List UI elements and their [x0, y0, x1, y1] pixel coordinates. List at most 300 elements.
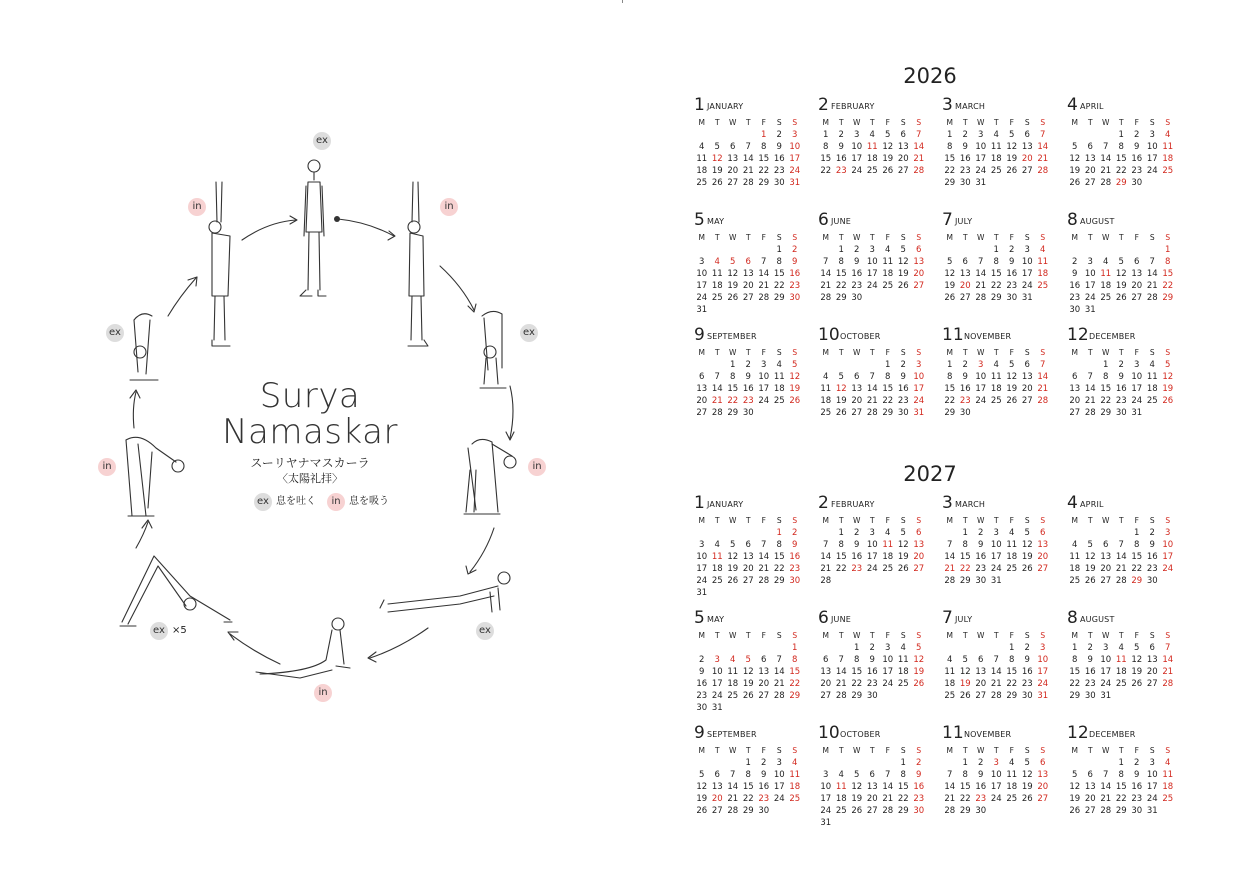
day-cell: 22	[835, 564, 847, 574]
day-cell: 15	[773, 552, 785, 562]
day-cell: 28	[835, 691, 847, 701]
month-december	[1067, 326, 1179, 419]
day-cell: 4	[993, 360, 999, 370]
empty-cell	[1067, 129, 1083, 141]
weekday-label: T	[838, 631, 844, 640]
day-cell: 3	[1149, 758, 1155, 768]
day-cell: 15	[1115, 154, 1127, 164]
day-cell: 1	[792, 643, 798, 653]
day-cell: 17	[1146, 154, 1158, 164]
day-cell: 8	[1118, 770, 1124, 780]
day-cell: 20	[711, 794, 723, 804]
month-number: 12	[1067, 325, 1089, 345]
month-grid	[694, 232, 806, 316]
month-may	[694, 609, 806, 714]
day-cell: 9	[792, 257, 798, 267]
day-cell: 16	[975, 552, 987, 562]
day-cell: 22	[835, 281, 847, 291]
weekday-label: S	[1149, 746, 1155, 755]
month-grid	[1067, 745, 1179, 817]
day-cell: 17	[1162, 552, 1174, 562]
day-cell: 24	[1146, 794, 1158, 804]
weekday-label: W	[1102, 746, 1110, 755]
day-cell: 24	[789, 166, 801, 176]
day-cell: 22	[1115, 794, 1127, 804]
day-cell: 7	[1118, 540, 1124, 550]
day-cell: 28	[820, 293, 832, 303]
empty-cell	[1098, 527, 1114, 539]
weekday-label: S	[1040, 118, 1046, 127]
day-cell: 1	[854, 643, 860, 653]
day-cell: 10	[1021, 257, 1033, 267]
day-cell: 13	[1021, 372, 1033, 382]
weekday-label: M	[822, 631, 829, 640]
day-cell: 30	[789, 293, 801, 303]
day-cell: 2	[838, 130, 844, 140]
empty-cell	[725, 642, 741, 654]
empty-cell	[973, 642, 989, 654]
day-cell: 27	[1021, 166, 1033, 176]
day-cell: 23	[975, 794, 987, 804]
day-cell: 7	[714, 372, 720, 382]
day-cell: 12	[1084, 552, 1096, 562]
day-cell: 2	[1118, 360, 1124, 370]
day-cell: 28	[820, 576, 832, 586]
weekday-label: S	[1040, 516, 1046, 525]
day-cell: 29	[1115, 178, 1127, 188]
day-cell: 26	[851, 806, 863, 816]
pose-plank	[380, 572, 510, 612]
day-cell: 19	[727, 564, 739, 574]
day-cell: 9	[776, 142, 782, 152]
day-cell: 24	[1146, 166, 1158, 176]
day-cell: 26	[1084, 576, 1096, 586]
day-cell: 19	[1162, 384, 1174, 394]
empty-cell	[958, 642, 974, 654]
day-cell: 7	[1087, 372, 1093, 382]
day-cell: 10	[1162, 540, 1174, 550]
day-cell: 13	[975, 667, 987, 677]
weekday-label: S	[1149, 118, 1155, 127]
day-cell: 20	[1131, 281, 1143, 291]
day-cell: 4	[1040, 245, 1046, 255]
day-cell: 21	[944, 794, 956, 804]
empty-cell	[725, 244, 741, 256]
day-cell: 18	[1162, 782, 1174, 792]
empty-cell	[818, 642, 834, 654]
day-cell: 28	[773, 691, 785, 701]
empty-cell	[1098, 757, 1114, 769]
month-number: 7	[942, 210, 953, 230]
day-cell: 17	[1037, 667, 1049, 677]
day-cell: 18	[696, 166, 708, 176]
day-cell: 18	[1146, 384, 1158, 394]
day-cell: 17	[851, 154, 863, 164]
day-cell: 11	[944, 667, 956, 677]
month-grid	[694, 745, 806, 817]
day-cell: 12	[1069, 782, 1081, 792]
day-cell: 5	[962, 655, 968, 665]
day-cell: 4	[1149, 360, 1155, 370]
month-name: JULY	[955, 615, 973, 624]
weekday-label: S	[1149, 233, 1155, 242]
day-cell: 11	[820, 384, 832, 394]
day-cell: 11	[866, 142, 878, 152]
weekday-label: T	[869, 516, 875, 525]
day-cell: 13	[727, 154, 739, 164]
weekday-label: F	[761, 233, 766, 242]
day-cell: 10	[882, 655, 894, 665]
day-cell: 1	[838, 528, 844, 538]
day-cell: 11	[1006, 540, 1018, 550]
day-cell: 8	[900, 770, 906, 780]
month-grid	[818, 347, 930, 419]
weekday-label: W	[853, 516, 861, 525]
empty-cell	[756, 642, 772, 654]
day-cell: 12	[882, 142, 894, 152]
day-cell: 22	[959, 564, 971, 574]
day-cell: 28	[944, 806, 956, 816]
month-november	[942, 326, 1054, 419]
day-cell: 22	[742, 794, 754, 804]
month-june	[818, 609, 930, 702]
day-cell: 3	[1087, 257, 1093, 267]
day-cell: 4	[776, 360, 782, 370]
day-cell: 22	[1162, 281, 1174, 291]
weekday-label: F	[761, 118, 766, 127]
weekday-label: F	[761, 746, 766, 755]
weekday-label: T	[714, 348, 720, 357]
day-cell: 30	[1069, 305, 1081, 315]
day-cell: 12	[1131, 655, 1143, 665]
day-cell: 27	[727, 178, 739, 188]
day-cell: 6	[1024, 130, 1030, 140]
day-cell: 12	[1006, 372, 1018, 382]
weekday-label: T	[745, 516, 751, 525]
day-cell: 15	[1006, 667, 1018, 677]
day-cell: 2	[854, 528, 860, 538]
day-cell: 3	[993, 528, 999, 538]
weekday-label: S	[900, 233, 906, 242]
day-cell: 12	[851, 782, 863, 792]
month-grid	[942, 347, 1054, 419]
day-cell: 17	[1084, 281, 1096, 291]
empty-cell	[958, 244, 974, 256]
day-cell: 8	[1072, 655, 1078, 665]
day-cell: 13	[1069, 384, 1081, 394]
day-cell: 11	[727, 667, 739, 677]
weekday-label: S	[792, 746, 798, 755]
weekday-label: W	[977, 516, 985, 525]
empty-cell	[865, 359, 881, 371]
day-cell: 26	[1006, 396, 1018, 406]
day-cell: 14	[1115, 552, 1127, 562]
weekday-label: S	[1024, 631, 1030, 640]
day-cell: 12	[727, 552, 739, 562]
day-cell: 10	[913, 372, 925, 382]
day-cell: 18	[1006, 552, 1018, 562]
day-cell: 9	[1024, 655, 1030, 665]
month-grid	[694, 630, 806, 714]
day-cell: 13	[711, 782, 723, 792]
day-cell: 25	[990, 396, 1002, 406]
weekday-label: F	[761, 631, 766, 640]
day-cell: 22	[1131, 564, 1143, 574]
day-cell: 31	[1100, 691, 1112, 701]
day-cell: 23	[866, 679, 878, 689]
weekday-label: M	[822, 746, 829, 755]
month-november	[942, 724, 1054, 817]
day-cell: 30	[975, 576, 987, 586]
day-cell: 20	[820, 679, 832, 689]
weekday-label: S	[1024, 746, 1030, 755]
day-cell: 20	[959, 281, 971, 291]
day-cell: 16	[913, 782, 925, 792]
month-name: NOVEMBER	[964, 332, 1012, 341]
empty-cell	[865, 757, 881, 769]
weekday-label: S	[1165, 746, 1171, 755]
day-cell: 24	[866, 281, 878, 291]
empty-cell	[849, 359, 865, 371]
day-cell: 24	[696, 293, 708, 303]
day-cell: 3	[823, 770, 829, 780]
day-cell: 10	[1146, 142, 1158, 152]
weekday-label: T	[745, 118, 751, 127]
day-cell: 26	[789, 396, 801, 406]
month-grid	[942, 117, 1054, 189]
weekday-label: T	[838, 118, 844, 127]
day-cell: 17	[913, 384, 925, 394]
day-cell: 12	[789, 372, 801, 382]
day-cell: 14	[820, 552, 832, 562]
day-cell: 11	[1069, 552, 1081, 562]
weekday-label: F	[1134, 348, 1139, 357]
day-cell: 7	[869, 372, 875, 382]
day-cell: 22	[773, 281, 785, 291]
pose-arms-up-left	[209, 182, 230, 346]
day-cell: 20	[727, 166, 739, 176]
day-cell: 26	[1021, 794, 1033, 804]
day-cell: 6	[978, 655, 984, 665]
day-cell: 27	[1084, 178, 1096, 188]
day-cell: 1	[1118, 758, 1124, 768]
weekday-label: T	[962, 631, 968, 640]
month-number: 1	[694, 95, 705, 115]
day-cell: 9	[962, 142, 968, 152]
day-cell: 28	[758, 576, 770, 586]
day-cell: 26	[711, 178, 723, 188]
month-september	[694, 724, 806, 817]
day-cell: 15	[773, 269, 785, 279]
day-cell: 14	[944, 552, 956, 562]
month-grid	[818, 630, 930, 702]
day-cell: 18	[727, 679, 739, 689]
month-number: 6	[818, 210, 829, 230]
day-cell: 30	[789, 576, 801, 586]
month-grid	[818, 745, 930, 829]
day-cell: 12	[742, 667, 754, 677]
repeat-note: ×5	[172, 625, 187, 636]
month-march	[942, 494, 1054, 587]
day-cell: 28	[1084, 408, 1096, 418]
empty-cell	[741, 129, 757, 141]
breath-badge-in: in	[314, 684, 332, 702]
weekday-label: M	[1071, 118, 1078, 127]
day-cell: 13	[1084, 782, 1096, 792]
day-cell: 19	[727, 281, 739, 291]
day-cell: 20	[897, 154, 909, 164]
weekday-label: S	[792, 348, 798, 357]
day-cell: 30	[851, 293, 863, 303]
month-grid	[942, 745, 1054, 817]
day-cell: 18	[773, 384, 785, 394]
day-cell: 11	[990, 142, 1002, 152]
day-cell: 27	[851, 408, 863, 418]
day-cell: 18	[835, 794, 847, 804]
weekday-label: T	[962, 746, 968, 755]
weekday-label: W	[853, 631, 861, 640]
day-cell: 4	[699, 142, 705, 152]
day-cell: 31	[975, 178, 987, 188]
day-cell: 22	[820, 166, 832, 176]
day-cell: 7	[947, 770, 953, 780]
day-cell: 14	[866, 384, 878, 394]
day-cell: 23	[773, 166, 785, 176]
day-cell: 1	[776, 528, 782, 538]
day-cell: 18	[789, 782, 801, 792]
day-cell: 26	[696, 806, 708, 816]
day-cell: 20	[851, 396, 863, 406]
month-february	[818, 494, 930, 587]
weekday-label: M	[946, 118, 953, 127]
day-cell: 5	[1009, 360, 1015, 370]
weekday-label: M	[698, 118, 705, 127]
day-cell: 7	[761, 257, 767, 267]
day-cell: 5	[714, 142, 720, 152]
day-cell: 27	[1021, 396, 1033, 406]
empty-cell	[694, 359, 710, 371]
day-cell: 8	[962, 540, 968, 550]
day-cell: 11	[773, 372, 785, 382]
breath-badge-ex: ex	[150, 622, 168, 640]
month-name: JANUARY	[707, 500, 744, 509]
day-cell: 24	[990, 564, 1002, 574]
month-march	[942, 96, 1054, 189]
day-cell: 16	[835, 154, 847, 164]
weekday-label: F	[1134, 746, 1139, 755]
empty-cell	[834, 359, 850, 371]
day-cell: 11	[882, 257, 894, 267]
day-cell: 8	[962, 770, 968, 780]
weekday-label: M	[1071, 516, 1078, 525]
day-cell: 5	[730, 540, 736, 550]
day-cell: 19	[789, 384, 801, 394]
day-cell: 11	[1162, 142, 1174, 152]
day-cell: 17	[820, 794, 832, 804]
day-cell: 27	[1069, 408, 1081, 418]
day-cell: 17	[866, 552, 878, 562]
day-cell: 17	[866, 269, 878, 279]
day-cell: 2	[1134, 130, 1140, 140]
day-cell: 16	[1131, 782, 1143, 792]
day-cell: 10	[975, 142, 987, 152]
pose-arms-up-right	[408, 182, 428, 346]
day-cell: 4	[1009, 528, 1015, 538]
weekday-label: F	[1009, 233, 1014, 242]
month-name: JUNE	[831, 217, 852, 226]
day-cell: 13	[696, 384, 708, 394]
empty-cell	[989, 642, 1005, 654]
weekday-label: S	[776, 631, 782, 640]
day-cell: 22	[789, 679, 801, 689]
day-cell: 28	[1115, 576, 1127, 586]
day-cell: 7	[1040, 360, 1046, 370]
day-cell: 10	[1100, 655, 1112, 665]
day-cell: 1	[823, 130, 829, 140]
weekday-label: F	[1134, 118, 1139, 127]
day-cell: 13	[913, 257, 925, 267]
day-cell: 24	[975, 396, 987, 406]
month-number: 7	[942, 608, 953, 628]
day-cell: 8	[947, 372, 953, 382]
month-name: DECEMBER	[1089, 332, 1136, 341]
empty-cell	[1098, 244, 1114, 256]
day-cell: 24	[1021, 281, 1033, 291]
day-cell: 27	[711, 806, 723, 816]
day-cell: 16	[959, 154, 971, 164]
day-cell: 3	[978, 360, 984, 370]
weekday-label: S	[916, 516, 922, 525]
day-cell: 5	[792, 360, 798, 370]
day-cell: 27	[758, 691, 770, 701]
day-cell: 28	[1100, 806, 1112, 816]
day-cell: 13	[1084, 154, 1096, 164]
day-cell: 17	[696, 564, 708, 574]
day-cell: 3	[993, 758, 999, 768]
empty-cell	[942, 244, 958, 256]
weekday-label: S	[1024, 516, 1030, 525]
month-name: AUGUST	[1080, 615, 1115, 624]
weekday-label: W	[729, 118, 737, 127]
month-number: 5	[694, 608, 705, 628]
weekday-label: S	[1024, 348, 1030, 357]
day-cell: 16	[773, 154, 785, 164]
day-cell: 8	[730, 372, 736, 382]
day-cell: 7	[1103, 770, 1109, 780]
day-cell: 16	[1115, 384, 1127, 394]
weekday-label: M	[946, 348, 953, 357]
weekday-label: W	[977, 118, 985, 127]
day-cell: 27	[1100, 576, 1112, 586]
day-cell: 6	[1087, 770, 1093, 780]
month-grid	[694, 117, 806, 189]
day-cell: 20	[1037, 552, 1049, 562]
weekday-label: T	[993, 516, 999, 525]
weekday-label: T	[962, 516, 968, 525]
day-cell: 4	[730, 655, 736, 665]
day-cell: 27	[1037, 564, 1049, 574]
day-cell: 15	[820, 154, 832, 164]
weekday-label: T	[838, 746, 844, 755]
day-cell: 5	[1072, 142, 1078, 152]
day-cell: 2	[745, 360, 751, 370]
day-cell: 12	[897, 540, 909, 550]
day-cell: 1	[838, 245, 844, 255]
weekday-label: T	[869, 118, 875, 127]
day-cell: 21	[882, 794, 894, 804]
day-cell: 2	[699, 655, 705, 665]
day-cell: 15	[758, 154, 770, 164]
